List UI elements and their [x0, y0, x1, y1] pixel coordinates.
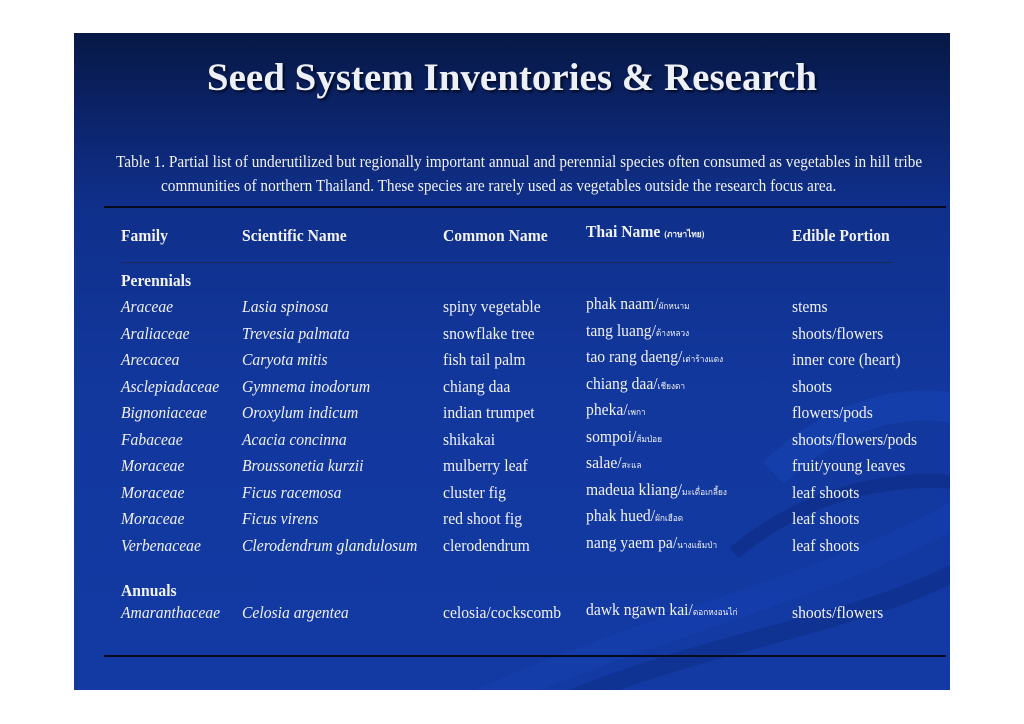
table-caption: [116, 150, 923, 198]
thai-romanized: sompoi/: [586, 426, 637, 446]
header-scientific: Scientific Name: [242, 226, 347, 245]
header-rule: [121, 262, 893, 263]
thai-script: มะเดื่อเกลี้ยง: [681, 486, 727, 497]
header-family: Family: [121, 226, 168, 245]
thai-script: ผักเฮือด: [655, 513, 684, 523]
cell-edible: shoots/flowers: [792, 603, 884, 622]
slide-title: Seed System Inventories & Research: [206, 56, 818, 99]
caption-line-2: communities of northern Thailand. These species are rarely used as vegetables outside the research focus area.: [161, 176, 837, 195]
thai-script: ดอกหงอนไก่: [692, 607, 738, 617]
cell-thai: [586, 347, 723, 369]
thai-romanized: chiang daa/: [586, 373, 658, 393]
thai-romanized: phak naam/: [586, 294, 659, 313]
cell-common: clerodendrum: [443, 535, 530, 555]
cell-edible: inner core (heart): [792, 350, 901, 369]
table-bottom-rule: [104, 655, 946, 657]
cell-family: Araceae: [121, 297, 174, 316]
header-edible: Edible Portion: [792, 226, 890, 245]
cell-thai: [586, 506, 683, 528]
cell-common: shikakai: [443, 429, 496, 449]
cell-family: Moraceae: [121, 456, 185, 475]
cell-common: mulberry leaf: [443, 456, 528, 475]
cell-common: fish tail palm: [443, 350, 526, 369]
cell-edible: leaf shoots: [792, 509, 860, 528]
cell-common: celosia/cockscomb: [443, 603, 562, 622]
cell-family: Moraceae: [121, 509, 185, 528]
caption-line-1: Table 1. Partial list of underutilized but regionally important annual and perennial species often consumed as vegetables in hill tribe: [116, 152, 923, 171]
cell-family: Bignoniaceae: [121, 403, 207, 422]
cell-family: Araliaceae: [121, 323, 190, 343]
thai-romanized: salae/: [586, 453, 622, 472]
cell-common: chiang daa: [443, 376, 511, 396]
cell-family: Amaranthaceae: [121, 603, 221, 622]
cell-common: snowflake tree: [443, 323, 535, 343]
header-thai-label: Thai Name: [586, 222, 661, 241]
cell-common: spiny vegetable: [443, 297, 541, 316]
cell-edible: stems: [792, 297, 828, 316]
cell-scientific: Ficus racemosa: [242, 482, 342, 502]
cell-scientific: Gymnema inodorum: [242, 376, 371, 396]
cell-thai: [586, 321, 689, 343]
cell-family: Moraceae: [121, 482, 185, 502]
cell-common: indian trumpet: [443, 403, 535, 422]
thai-romanized: pheka/: [586, 400, 628, 419]
cell-scientific: Celosia argentea: [242, 603, 349, 622]
section-perennials: Perennials: [121, 271, 192, 290]
thai-script: นางแย้มป่า: [677, 539, 718, 550]
thai-script: ต้างหลวง: [655, 327, 690, 338]
cell-thai: [586, 427, 662, 449]
cell-thai: [586, 453, 642, 475]
thai-romanized: tao rang daeng/: [586, 347, 683, 366]
cell-scientific: Clerodendrum glandulosum: [242, 535, 418, 555]
cell-scientific: Caryota mitis: [242, 350, 328, 369]
cell-edible: leaf shoots: [792, 535, 860, 555]
cell-family: Arecacea: [121, 350, 180, 369]
thai-romanized: tang luang/: [586, 320, 656, 340]
cell-scientific: Ficus virens: [242, 509, 319, 528]
cell-thai: [586, 533, 717, 555]
cell-edible: shoots/flowers/pods: [792, 429, 918, 449]
cell-common: red shoot fig: [443, 509, 523, 528]
section-annuals: Annuals: [121, 581, 177, 600]
table-top-rule: [104, 206, 946, 208]
cell-thai: [586, 600, 738, 622]
cell-scientific: Broussonetia kurzii: [242, 456, 364, 475]
header-thai: [586, 222, 704, 244]
cell-scientific: Lasia spinosa: [242, 297, 329, 316]
thai-romanized: phak hued/: [586, 506, 656, 525]
cell-scientific: Trevesia palmata: [242, 323, 350, 343]
thai-script: เต่าร้างแดง: [682, 354, 724, 364]
cell-family: Asclepiadaceae: [121, 376, 220, 396]
cell-edible: shoots/flowers: [792, 323, 884, 343]
cell-thai: [586, 374, 685, 396]
cell-scientific: Oroxylum indicum: [242, 403, 359, 422]
cell-thai: [586, 480, 727, 502]
cell-edible: leaf shoots: [792, 482, 860, 502]
thai-script: ผักหนาม: [658, 301, 690, 311]
cell-thai: [586, 294, 690, 316]
header-thai-script: (ภาษาไทย): [664, 229, 705, 239]
thai-script: เชียงดา: [657, 380, 686, 391]
cell-family: Fabaceae: [121, 429, 183, 449]
thai-script: สะแล: [621, 460, 642, 470]
cell-edible: flowers/pods: [792, 403, 873, 422]
thai-script: เพกา: [627, 407, 646, 417]
cell-edible: shoots: [792, 376, 832, 396]
cell-scientific: Acacia concinna: [242, 429, 347, 449]
cell-thai: [586, 400, 646, 422]
slide: [74, 33, 950, 690]
thai-script: ส้มป่อย: [636, 433, 663, 444]
thai-romanized: madeua kliang/: [586, 479, 682, 499]
thai-romanized: dawk ngawn kai/: [586, 600, 693, 619]
cell-common: cluster fig: [443, 482, 506, 502]
cell-edible: fruit/young leaves: [792, 456, 906, 475]
thai-romanized: nang yaem pa/: [586, 532, 678, 552]
cell-family: Verbenaceae: [121, 535, 201, 555]
header-common: Common Name: [443, 226, 548, 245]
